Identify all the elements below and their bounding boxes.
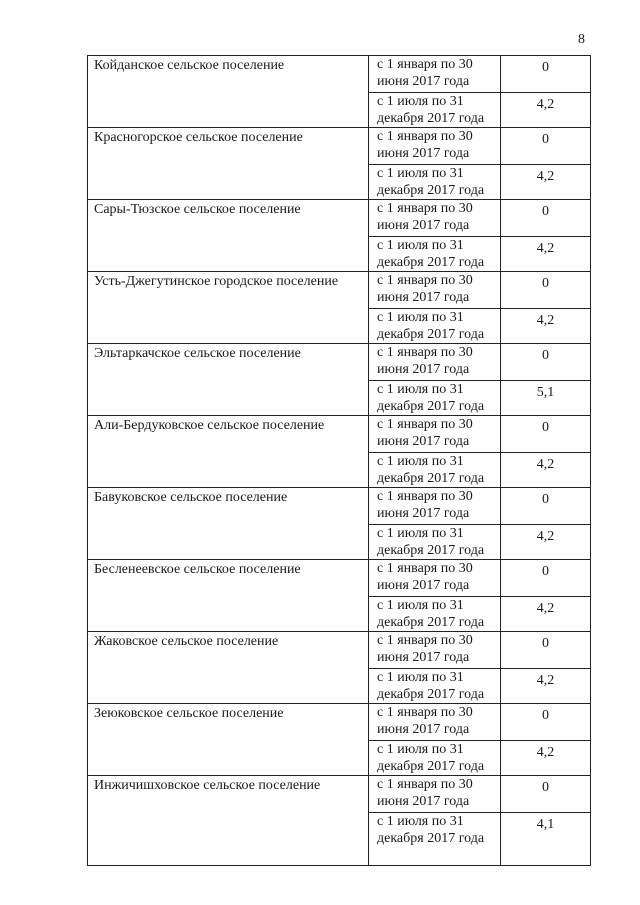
table-row [88,632,591,669]
value-cell: 5,1 [501,381,591,416]
settlement-name-cell: Бавуковское сельское поселение [88,488,369,560]
value-cell: 4,2 [501,165,591,200]
settlement-name-cell: Эльтаркачское сельское поселение [88,344,369,416]
period-cell: с 1 июля по 31 декабря 2017 года [369,381,501,416]
period-cell: с 1 января по 30 июня 2017 года [369,488,501,525]
period-cell: с 1 июля по 31 декабря 2017 года [369,165,501,200]
period-cell: с 1 января по 30 июня 2017 года [369,416,501,453]
value-cell: 0 [501,488,591,525]
value-cell: 0 [501,416,591,453]
value-cell: 4,2 [501,525,591,560]
period-cell: с 1 июля по 31 декабря 2017 года [369,669,501,704]
period-cell: с 1 июля по 31 декабря 2017 года [369,237,501,272]
settlement-name-cell: Али-Бердуковское сельское поселение [88,416,369,488]
value-cell: 0 [501,344,591,381]
period-cell: с 1 января по 30 июня 2017 года [369,272,501,309]
period-cell: с 1 января по 30 июня 2017 года [369,704,501,741]
settlement-name-cell: Койданское сельское поселение [88,56,369,128]
period-cell: с 1 июля по 31 декабря 2017 года [369,813,501,866]
value-cell: 0 [501,704,591,741]
period-cell: с 1 января по 30 июня 2017 года [369,560,501,597]
period-cell: с 1 января по 30 июня 2017 года [369,128,501,165]
value-cell: 4,2 [501,309,591,344]
period-cell: с 1 июля по 31 декабря 2017 года [369,453,501,488]
settlement-name-cell: Красногорское сельское поселение [88,128,369,200]
period-cell: с 1 января по 30 июня 2017 года [369,56,501,93]
value-cell: 4,2 [501,93,591,128]
value-cell: 0 [501,776,591,813]
table-row [88,704,591,741]
settlement-name-cell: Усть-Джегутинское городское поселение [88,272,369,344]
value-cell: 4,2 [501,741,591,776]
table-row [88,560,591,597]
table-row [88,272,591,309]
value-cell: 0 [501,272,591,309]
settlement-rate-table [87,55,591,866]
settlement-name-cell: Бесленеевское сельское поселение [88,560,369,632]
period-cell: с 1 июля по 31 декабря 2017 года [369,597,501,632]
value-cell: 4,2 [501,453,591,488]
value-cell: 4,2 [501,669,591,704]
table-row [88,128,591,165]
period-cell: с 1 января по 30 июня 2017 года [369,344,501,381]
table-row [88,488,591,525]
value-cell: 0 [501,128,591,165]
settlement-name-cell: Жаковское сельское поселение [88,632,369,704]
value-cell: 4,2 [501,597,591,632]
value-cell: 0 [501,200,591,237]
settlement-name-cell: Сары-Тюзское сельское поселение [88,200,369,272]
period-cell: с 1 января по 30 июня 2017 года [369,632,501,669]
table-row [88,776,591,813]
table-body [88,56,591,866]
period-cell: с 1 января по 30 июня 2017 года [369,200,501,237]
value-cell: 0 [501,632,591,669]
table-row [88,344,591,381]
settlement-name-cell: Инжичишховское сельское поселение [88,776,369,866]
value-cell: 0 [501,560,591,597]
period-cell: с 1 июля по 31 декабря 2017 года [369,741,501,776]
period-cell: с 1 июля по 31 декабря 2017 года [369,309,501,344]
table-row [88,200,591,237]
period-cell: с 1 июля по 31 декабря 2017 года [369,93,501,128]
value-cell: 4,2 [501,237,591,272]
value-cell: 4,1 [501,813,591,866]
value-cell: 0 [501,56,591,93]
settlement-name-cell: Зеюковское сельское поселение [88,704,369,776]
period-cell: с 1 января по 30 июня 2017 года [369,776,501,813]
table-row [88,416,591,453]
period-cell: с 1 июля по 31 декабря 2017 года [369,525,501,560]
page-number: 8 [578,32,585,47]
table-row [88,56,591,93]
